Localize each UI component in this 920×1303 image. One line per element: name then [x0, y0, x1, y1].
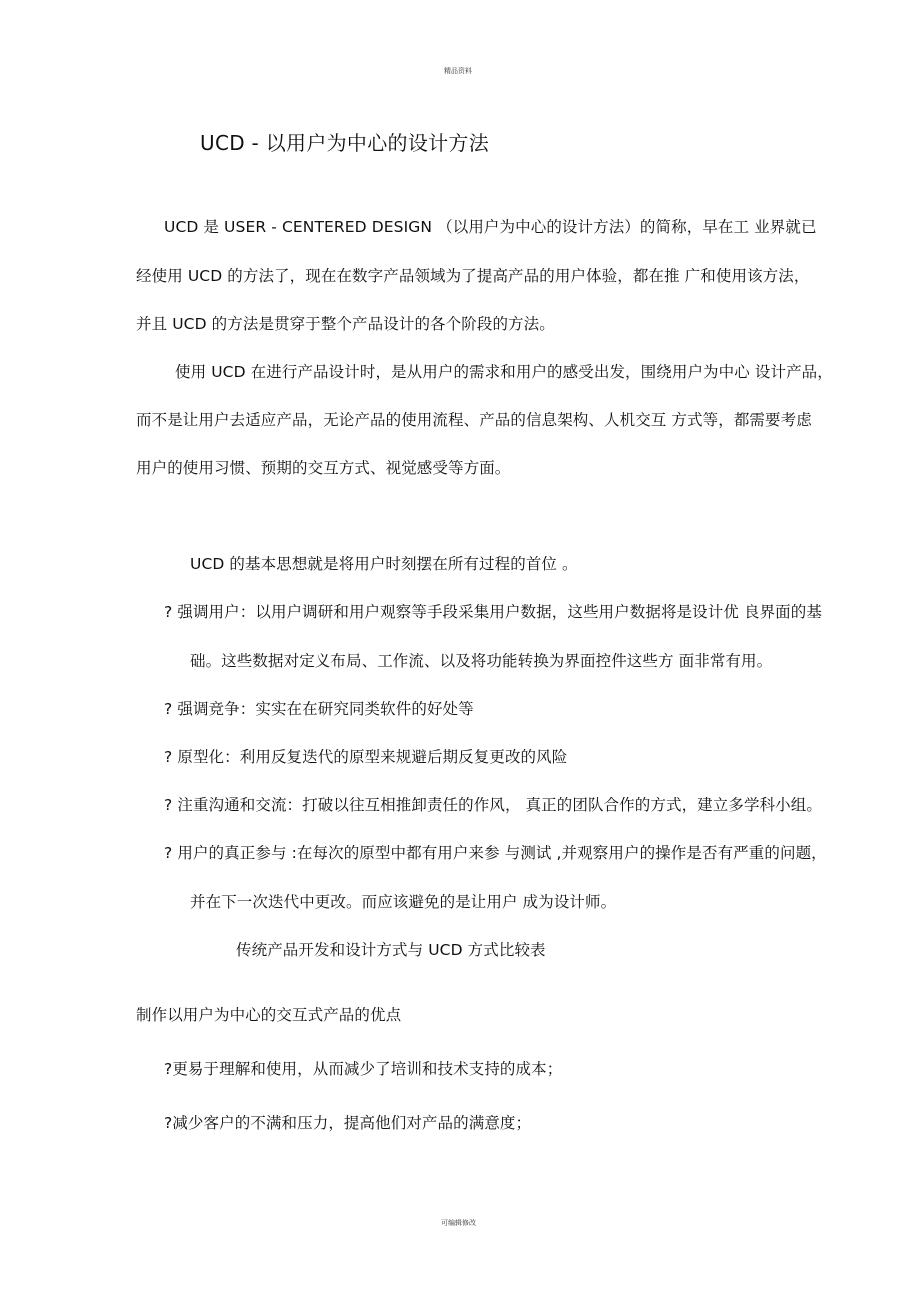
table-caption: 传统产品开发和设计方式与 UCD 方式比较表 — [236, 941, 546, 959]
advantage-item: ?更易于理解和使用，从而减少了培训和技术支持的成本； — [164, 1060, 563, 1078]
document-title: UCD - 以用户为中心的设计方法 — [200, 131, 490, 155]
list-item-continuation: 并在下一次迭代中更改。而应该避免的是让用户 成为设计师。 — [190, 893, 617, 911]
intro-line: 经使用 UCD 的方法了，现在在数字产品领域为了提高产品的用户体验，都在推 广和使用该方法， — [136, 267, 810, 285]
list-item: ? 强调竞争：实实在在研究同类软件的好处等 — [164, 700, 474, 718]
list-item: ? 注重沟通和交流：打破以往互相推卸责任的作风， 真正的团队合作的方式，建立多学科小组。 — [164, 796, 822, 814]
list-item: ? 用户的真正参与 :在每次的原型中都有用户来参 与测试 ,并观察用户的操作是否有严重的问题， — [164, 844, 827, 862]
intro-line: UCD 是 USER - CENTERED DESIGN （以用户为中心的设计方法）的简称，早在工 业界就已 — [164, 218, 817, 236]
intro-line: 并且 UCD 的方法是贯穿于整个产品设计的各个阶段的方法。 — [136, 315, 555, 333]
advantages-heading: 制作以用户为中心的交互式产品的优点 — [136, 1006, 402, 1024]
advantage-item: ?减少客户的不满和压力，提高他们对产品的满意度； — [164, 1114, 532, 1132]
list-item-continuation: 础。这些数据对定义布局、工作流、以及将功能转换为界面控件这些方 面非常有用。 — [190, 652, 773, 670]
usage-line: 而不是让用户去适应产品，无论产品的使用流程、产品的信息架构、人机交互 方式等，都需要考虑 — [136, 411, 812, 429]
list-item: ? 强调用户：以用户调研和用户观察等手段采集用户数据，这些用户数据将是设计优 良界面的基 — [164, 603, 822, 621]
page-header: 精品资料 — [444, 67, 472, 75]
page-footer: 可编辑修改 — [441, 1219, 476, 1227]
list-item: ? 原型化：利用反复迭代的原型来规避后期反复更改的风险 — [164, 748, 568, 766]
basic-idea-statement: UCD 的基本思想就是将用户时刻摆在所有过程的首位 。 — [190, 555, 578, 573]
usage-line: 用户的使用习惯、预期的交互方式、视觉感受等方面。 — [136, 459, 511, 477]
usage-line: 使用 UCD 在进行产品设计时，是从用户的需求和用户的感受出发，围绕用户为中心 设计产品， — [175, 363, 833, 381]
